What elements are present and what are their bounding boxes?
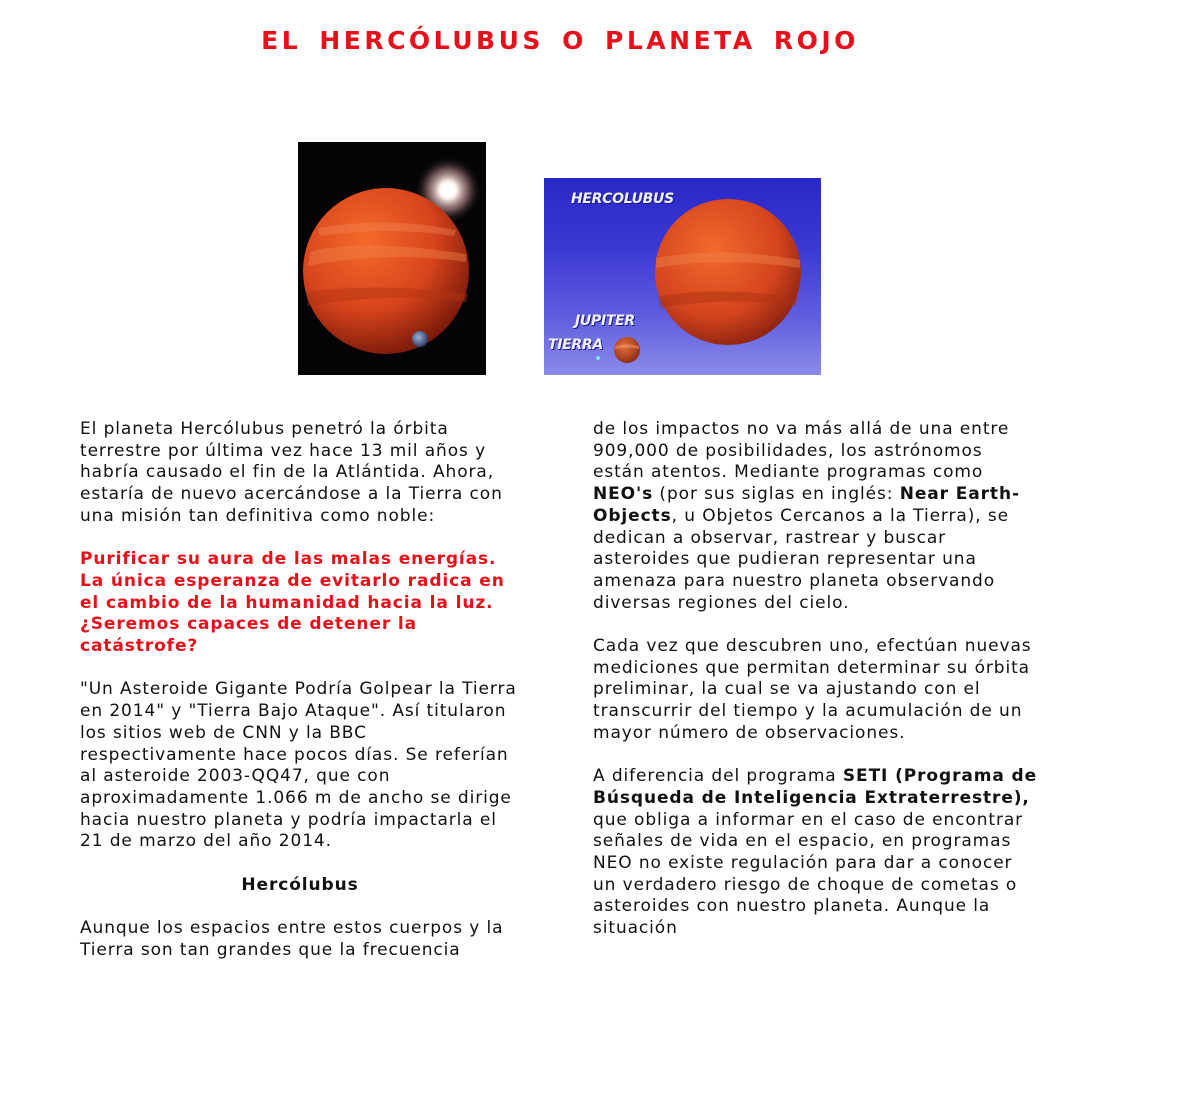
paragraph-intro: El planeta Hercólubus penetró la órbita terrestre por última vez hace 13 mil años y habría causado el fin de la Atlántida. Ahora, estaría de nuevo acercándose a la Tierra con una misión tan definitiva como noble: [80,419,503,526]
label-tierra: TIERRA [548,337,603,353]
neo-term: NEO's [593,484,654,505]
highlight-paragraph: Purificar su aura de las malas energías. La única esperanza de evitarlo radica en el cambio de la humanidad hacia la luz. ¿Seremos capaces de detener la catástrofe? [80,549,505,657]
paragraph-measurements: Cada vez que descubren uno, efectúan nuevas mediciones que permitan determinar su órbita preliminar, la cual se va ajustando con el transcurrir del tiempo y la acumulación de un mayor número de observaciones. [593,636,1032,743]
paragraph-distance: Aunque los espacios entre estos cuerpos y la Tierra son tan grandes que la frecuencia [80,918,504,960]
right-column [593,419,1038,962]
paragraph-seti: A diferencia del programa SETI (Programa de Búsqueda de Inteligencia Extraterrestre), que obliga a informar en el caso de encontrar señales de vida en el espacio, en programas NEO no existe regulación para dar a conocer un verdadero riesgo de choque de cometas o asteroides con nuestro planeta. Aunque la situación [593,766,1038,939]
left-column [80,419,520,983]
section-heading: Hercólubus [241,874,359,895]
paragraph-neo: de los impactos no va más allá de una entre 909,000 de posibilidades, los astrónomos están atentos. Mediante programas como NEO's (por sus siglas en inglés: Near Earth-Objects, u Objetos Cercanos a la Tierra), se dedican a observar, rastrear y buscar asteroides que pudieran representar una amenaza para nuestro planeta observando diversas regiones del cielo. [593,419,1020,613]
near-earth-objects-term: Near Earth-Objects [593,484,1020,526]
size-comparison-image [544,178,821,375]
page-title: EL HERCÓLUBUS O PLANETA ROJO [261,26,859,55]
label-jupiter: JUPITER [575,313,635,329]
hercolubus-space-image [298,142,486,375]
planet-illustration [298,142,486,375]
paragraph-asteroid: "Un Asteroide Gigante Podría Golpear la Tierra en 2014" y "Tierra Bajo Ataque". Así titularon los sitios web de CNN y la BBC respectivamente hace pocos días. Se referían al asteroide 2003-QQ47, que con aproximadamente 1.066 m de ancho se dirige hacia nuestro planeta y podría impactarla el 21 de marzo del año 2014. [80,679,517,852]
seti-term: SETI (Programa de Búsqueda de Inteligencia Extraterrestre), [593,766,1038,808]
label-hercolubus: HERCOLUBUS [571,191,674,207]
